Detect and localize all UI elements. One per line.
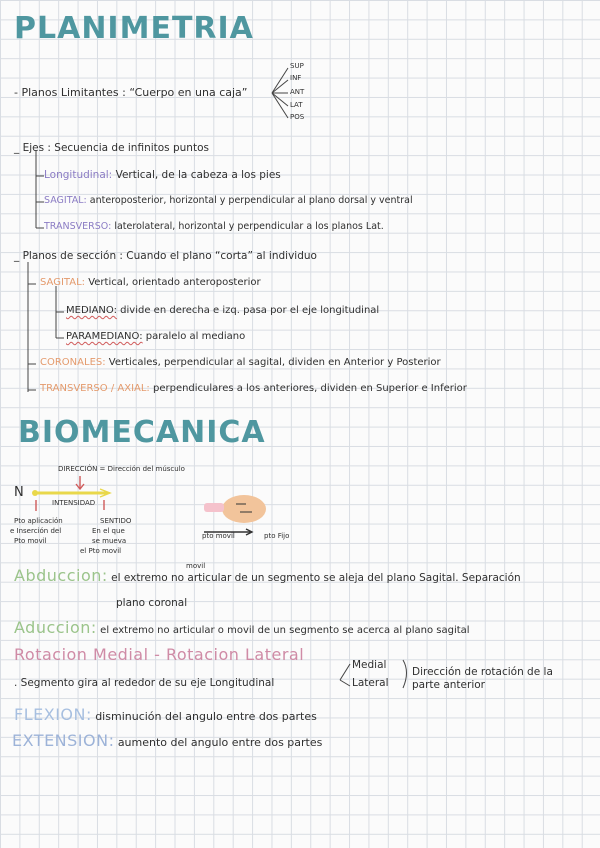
branch-lat: LAT bbox=[290, 101, 303, 109]
plano-sagital-name: SAGITAL: bbox=[40, 277, 86, 288]
flexion: FLEXION: disminución del angulo entre dos partes bbox=[14, 705, 317, 724]
extension: EXTENSION: aumento del angulo entre dos partes bbox=[12, 731, 323, 750]
pto-movil-label: pto movil bbox=[202, 532, 235, 540]
title-planimetria: PLANIMETRIA bbox=[14, 11, 254, 46]
sentido-4: el Pto movil bbox=[80, 547, 122, 555]
plano-coronales-name: CORONALES: bbox=[40, 357, 106, 368]
planos-limitantes: - Planos Limitantes : “Cuerpo en una caja” bbox=[14, 86, 248, 99]
plano-transverso: TRANSVERSO / AXIAL: perpendiculares a los anteriores, dividen en Superior e Inferior bbox=[40, 383, 467, 394]
title-biomecanica: BIOMECANICA bbox=[18, 415, 266, 450]
plano-paramediano: PARAMEDIANO: paralelo al mediano bbox=[66, 331, 246, 342]
abduccion-cont: plano coronal bbox=[116, 597, 188, 609]
abduccion-movil-note: movil bbox=[186, 562, 206, 570]
sentido-3: se mueva bbox=[92, 537, 127, 545]
plano-transverso-name: TRANSVERSO / AXIAL: bbox=[40, 383, 150, 394]
intensidad-label: INTENSIDAD bbox=[52, 499, 96, 507]
flexion-name: FLEXION: bbox=[14, 705, 92, 724]
pto-aplicacion-2: e Inserción del bbox=[10, 527, 62, 535]
direccion-label: DIRECCIÓN = Dirección del músculo bbox=[58, 465, 185, 473]
sentido-2: En el que bbox=[92, 527, 125, 535]
extension-name: EXTENSION: bbox=[12, 731, 115, 750]
pto-fijo-label: pto Fijo bbox=[264, 532, 290, 540]
pto-aplicacion-3: Pto movil bbox=[14, 537, 47, 545]
pto-aplicacion-1: Pto aplicación bbox=[14, 517, 63, 525]
rotacion-desc: . Segmento gira al rededor de su eje Longitudinal bbox=[14, 677, 275, 689]
rot-lateral: Lateral bbox=[352, 677, 389, 689]
muscle-blob bbox=[222, 495, 266, 523]
eje-sagital: SAGITAL: anteroposterior, horizontal y perpendicular al plano dorsal y ventral bbox=[44, 195, 413, 206]
branch-sup: SUP bbox=[290, 62, 304, 70]
rot-medial: Medial bbox=[352, 659, 387, 671]
plano-coronales: CORONALES: Verticales, perpendicular al sagital, dividen en Anterior y Posterior bbox=[40, 357, 441, 368]
sentido-1: SENTIDO bbox=[100, 517, 132, 525]
plano-sagital: SAGITAL: Vertical, orientado anteroposterior bbox=[40, 277, 261, 288]
abduccion: Abduccion: el extremo no articular de un segmento se aleja del plano Sagital. Separación bbox=[14, 566, 521, 585]
plano-mediano: MEDIANO: divide en derecha e izq. pasa por el eje longitudinal bbox=[66, 305, 380, 316]
aduccion-name: Aduccion: bbox=[14, 618, 97, 637]
branch-inf: INF bbox=[290, 74, 302, 82]
rot-dir-1: Dirección de rotación de la bbox=[412, 666, 553, 678]
plano-mediano-name: MEDIANO: bbox=[66, 305, 117, 316]
plano-paramediano-name: PARAMEDIANO: bbox=[66, 331, 143, 342]
eje-transverso-name: TRANSVERSO: bbox=[44, 221, 112, 232]
branch-pos: POS bbox=[290, 113, 305, 121]
eje-longitudinal-name: Longitudinal: bbox=[44, 169, 113, 181]
eje-longitudinal: Longitudinal: Vertical, de la cabeza a los pies bbox=[44, 169, 281, 181]
ejes-header: _ Ejes : Secuencia de infinitos puntos bbox=[14, 142, 209, 154]
planos-seccion-header: _ Planos de sección : Cuando el plano “corta” al individuo bbox=[14, 250, 317, 262]
rotacion-name: Rotacion Medial - Rotacion Lateral bbox=[14, 645, 305, 664]
branch-ant: ANT bbox=[290, 88, 305, 96]
n-label: N bbox=[14, 485, 24, 500]
eje-sagital-name: SAGITAL: bbox=[44, 195, 87, 206]
rot-dir-2: parte anterior bbox=[412, 679, 485, 691]
abduccion-name: Abduccion: bbox=[14, 566, 108, 585]
aduccion: Aduccion: el extremo no articular o movil de un segmento se acerca al plano sagital bbox=[14, 618, 470, 637]
eje-transverso: TRANSVERSO: laterolateral, horizontal y perpendicular a los planos Lat. bbox=[44, 221, 384, 232]
